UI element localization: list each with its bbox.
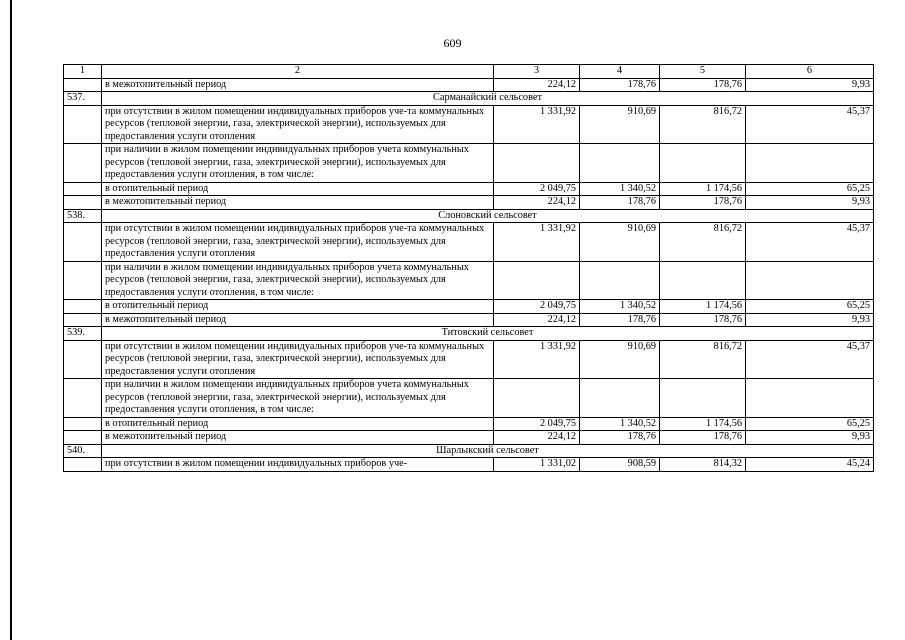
tariff-table: [63, 64, 874, 472]
value-cell: 816,72: [660, 105, 746, 144]
value-cell: 1 331,02: [494, 458, 580, 472]
section-number: 537.: [64, 92, 102, 106]
value-cell: 178,76: [580, 196, 660, 210]
value-cell: 2 049,75: [494, 417, 580, 431]
value-cell: 1 331,92: [494, 223, 580, 262]
table-row: [64, 458, 874, 472]
table-row: [64, 144, 874, 183]
section-name: Шарлыкский сельсовет: [102, 444, 874, 458]
row-number-empty: [64, 458, 102, 472]
section-header-row: [64, 327, 874, 341]
value-cell-empty: [494, 261, 580, 300]
row-label: при отсутствии в жилом помещении индивидуальных приборов уче-та коммунальных ресурсов (тепловой энергии, газа, электрической энергии), используемых для предоставления услуги отопления: [102, 223, 494, 262]
value-cell: 65,25: [746, 300, 874, 314]
value-cell: 9,93: [746, 78, 874, 92]
row-number-empty: [64, 379, 102, 418]
value-cell-empty: [746, 261, 874, 300]
row-number-empty: [64, 144, 102, 183]
row-label: при отсутствии в жилом помещении индивидуальных приборов уче-: [102, 458, 494, 472]
table-row: [64, 313, 874, 327]
value-cell: 224,12: [494, 431, 580, 445]
value-cell: 45,37: [746, 223, 874, 262]
section-number: 539.: [64, 327, 102, 341]
section-name: Титовский сельсовет: [102, 327, 874, 341]
row-label: в межотопительный период: [102, 313, 494, 327]
section-header-row: [64, 209, 874, 223]
value-cell: 910,69: [580, 223, 660, 262]
value-cell: 814,32: [660, 458, 746, 472]
section-name: Сарманайский сельсовет: [102, 92, 874, 106]
value-cell-empty: [660, 261, 746, 300]
column-number: 2: [102, 65, 494, 79]
value-cell: 910,69: [580, 340, 660, 379]
value-cell: 1 340,52: [580, 300, 660, 314]
table-row: [64, 182, 874, 196]
section-header-row: [64, 444, 874, 458]
row-label: в межотопительный период: [102, 196, 494, 210]
table-row: [64, 379, 874, 418]
value-cell: 1 340,52: [580, 417, 660, 431]
table-row: [64, 105, 874, 144]
table-row: [64, 196, 874, 210]
value-cell-empty: [580, 144, 660, 183]
value-cell: 816,72: [660, 340, 746, 379]
row-label: в отопительный период: [102, 417, 494, 431]
value-cell: 2 049,75: [494, 300, 580, 314]
table-row: [64, 431, 874, 445]
value-cell: 224,12: [494, 313, 580, 327]
table-row: [64, 223, 874, 262]
value-cell: 1 174,56: [660, 417, 746, 431]
value-cell-empty: [660, 144, 746, 183]
value-cell-empty: [660, 379, 746, 418]
row-number-empty: [64, 313, 102, 327]
value-cell-empty: [580, 261, 660, 300]
row-label: в отопительный период: [102, 300, 494, 314]
page-binding-line: [10, 0, 12, 640]
table-row: [64, 300, 874, 314]
row-number-empty: [64, 431, 102, 445]
value-cell: 45,24: [746, 458, 874, 472]
table-row: [64, 78, 874, 92]
value-cell: 816,72: [660, 223, 746, 262]
value-cell-empty: [494, 379, 580, 418]
row-number-empty: [64, 105, 102, 144]
row-number-empty: [64, 223, 102, 262]
page-number: 609: [443, 36, 462, 50]
value-cell-empty: [494, 144, 580, 183]
row-label: при наличии в жилом помещении индивидуальных приборов учета коммунальных ресурсов (тепловой энергии, газа, электрической энергии), используемых для предоставления услуги отопления, в том числе:: [102, 261, 494, 300]
row-label: при наличии в жилом помещении индивидуальных приборов учета коммунальных ресурсов (тепловой энергии, газа, электрической энергии), используемых для предоставления услуги отопления, в том числе:: [102, 144, 494, 183]
row-number-empty: [64, 340, 102, 379]
value-cell-empty: [580, 379, 660, 418]
value-cell-empty: [746, 379, 874, 418]
value-cell: 45,37: [746, 340, 874, 379]
value-cell: 2 049,75: [494, 182, 580, 196]
column-number: 3: [494, 65, 580, 79]
value-cell: 224,12: [494, 78, 580, 92]
value-cell: 45,37: [746, 105, 874, 144]
value-cell-empty: [746, 144, 874, 183]
section-name: Слоновский сельсовет: [102, 209, 874, 223]
row-label: при отсутствии в жилом помещении индивидуальных приборов уче-та коммунальных ресурсов (тепловой энергии, газа, электрической энергии), используемых для предоставления услуги отопления: [102, 105, 494, 144]
value-cell: 910,69: [580, 105, 660, 144]
table-row: [64, 340, 874, 379]
row-number-empty: [64, 196, 102, 210]
row-number-empty: [64, 261, 102, 300]
value-cell: 178,76: [660, 78, 746, 92]
table-row: [64, 417, 874, 431]
column-number: 4: [580, 65, 660, 79]
value-cell: 178,76: [580, 78, 660, 92]
value-cell: 224,12: [494, 196, 580, 210]
value-cell: 178,76: [580, 313, 660, 327]
section-number: 540.: [64, 444, 102, 458]
value-cell: 178,76: [580, 431, 660, 445]
section-number: 538.: [64, 209, 102, 223]
value-cell: 178,76: [660, 196, 746, 210]
column-number: 5: [660, 65, 746, 79]
value-cell: 908,59: [580, 458, 660, 472]
value-cell: 9,93: [746, 196, 874, 210]
column-number-row: [64, 65, 874, 79]
row-label: при наличии в жилом помещении индивидуальных приборов учета коммунальных ресурсов (тепловой энергии, газа, электрической энергии), используемых для предоставления услуги отопления, в том числе:: [102, 379, 494, 418]
row-number-empty: [64, 182, 102, 196]
value-cell: 178,76: [660, 431, 746, 445]
column-number: 1: [64, 65, 102, 79]
value-cell: 1 331,92: [494, 340, 580, 379]
row-label: в межотопительный период: [102, 78, 494, 92]
table-row: [64, 261, 874, 300]
value-cell: 9,93: [746, 313, 874, 327]
value-cell: 1 331,92: [494, 105, 580, 144]
value-cell: 1 174,56: [660, 300, 746, 314]
row-label: в межотопительный период: [102, 431, 494, 445]
value-cell: 9,93: [746, 431, 874, 445]
row-label: при отсутствии в жилом помещении индивидуальных приборов уче-та коммунальных ресурсов (тепловой энергии, газа, электрической энергии), используемых для предоставления услуги отопления: [102, 340, 494, 379]
value-cell: 1 174,56: [660, 182, 746, 196]
row-number-empty: [64, 417, 102, 431]
column-number: 6: [746, 65, 874, 79]
section-header-row: [64, 92, 874, 106]
value-cell: 65,25: [746, 182, 874, 196]
value-cell: 65,25: [746, 417, 874, 431]
value-cell: 1 340,52: [580, 182, 660, 196]
row-label: в отопительный период: [102, 182, 494, 196]
row-number-empty: [64, 300, 102, 314]
value-cell: 178,76: [660, 313, 746, 327]
